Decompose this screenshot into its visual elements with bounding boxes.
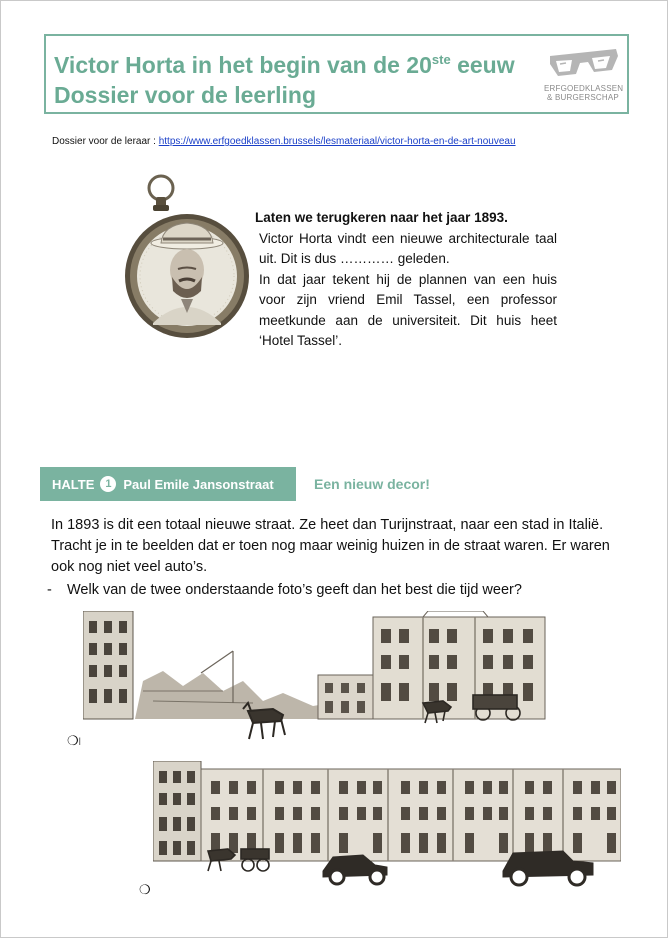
page-title — [54, 45, 515, 110]
header-box — [44, 34, 629, 114]
glasses-icon — [544, 46, 622, 84]
option-1-radio[interactable]: ❍ — [67, 733, 79, 748]
option-1-suffix: l — [78, 737, 81, 748]
street-photo-1893 — [83, 611, 547, 746]
teacher-dossier-link[interactable]: https://www.erfgoedklassen.brussels/lesmateriaal/victor-horta-en-de-art-nouveau — [158, 136, 516, 147]
option-2[interactable] — [139, 882, 151, 898]
intro-text — [233, 208, 557, 352]
erfgoedklassen-logo — [544, 46, 622, 108]
title-line-1 — [54, 45, 515, 80]
option-2-radio[interactable]: ❍ — [139, 882, 151, 897]
halte-street: Paul Emile Jansonstraat — [123, 476, 274, 492]
option-1[interactable] — [67, 733, 81, 749]
halte-label: HALTE — [52, 476, 95, 492]
title-line-2: Dossier voor de leerling — [54, 82, 317, 108]
title-suffix: eeuw — [450, 52, 515, 78]
intro-line-2: In dat jaar tekent hij de plannen van een huis voor zijn vriend Emil Tassel, een professor meetkunde aan de universiteit. Dit huis heet ‘Hotel Tassel’. — [259, 271, 557, 348]
logo-line-2: & BURGERSCHAP — [547, 93, 619, 102]
title-superscript: ste — [431, 52, 451, 67]
logo-text — [544, 84, 622, 102]
intro-line-1: Victor Horta vindt een nieuwe architecturale taal uit. Dit is dus ………… geleden. — [259, 230, 557, 266]
question-text: Welk van de twee onderstaande foto’s geeft dan het best die tijd weer? — [67, 582, 522, 598]
street-paragraph: In 1893 is dit een totaal nieuwe straat. Ze heet dan Turijnstraat, naar een stad in Italië. Tracht je in te beelden dat er toen nog maar weinig huizen in de straat waren. Er waren ook nog niet veel auto’s. — [51, 517, 610, 575]
halte-number-badge: 1 — [100, 476, 116, 492]
halte-banner — [40, 467, 296, 501]
title-prefix: Victor Horta in het begin van de 20 — [54, 52, 432, 78]
logo-line-1: ERFGOEDKLASSEN — [544, 84, 624, 93]
teacher-dossier-label: Dossier voor de leraar : — [52, 136, 159, 147]
question-dash: - — [47, 582, 52, 598]
street-photo-modern — [153, 761, 621, 891]
intro-heading: Laten we terugkeren naar het jaar 1893. — [255, 210, 508, 225]
teacher-dossier-line — [52, 136, 516, 147]
question-line — [47, 580, 522, 601]
pocket-watch-portrait — [123, 173, 251, 341]
halte-subtitle: Een nieuw decor! — [314, 476, 430, 492]
